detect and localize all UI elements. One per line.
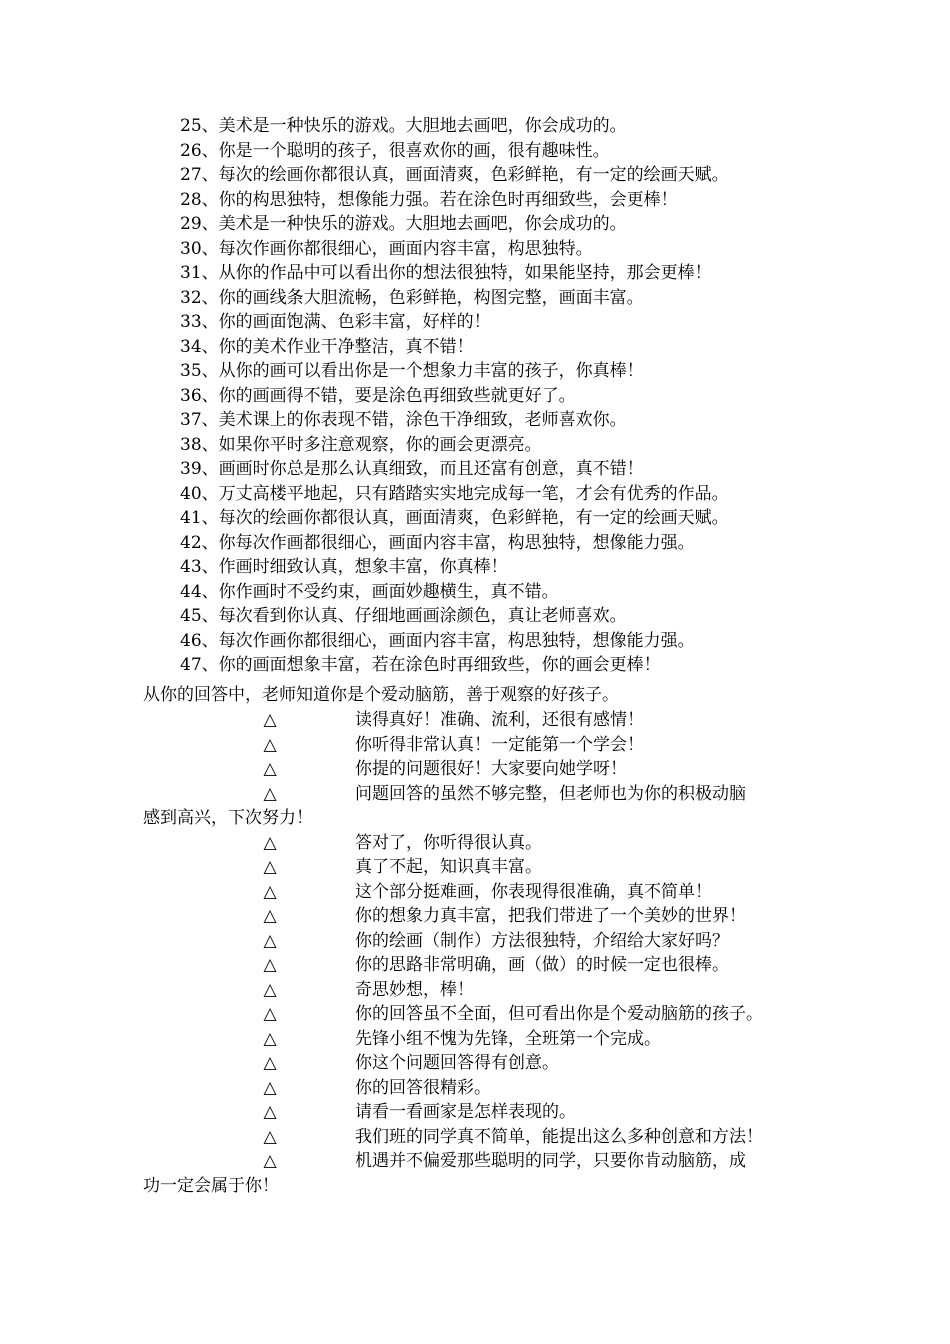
triangle-comment-item: [143, 1125, 863, 1150]
triangle-bullet-icon: △: [263, 734, 277, 755]
numbered-comment-item: 29、美术是一种快乐的游戏。大胆地去画吧，你会成功的。: [180, 214, 627, 234]
triangle-comment-text: 你的思路非常明确，画（做）的时候一定也很棒。: [355, 955, 729, 975]
triangle-bullet-icon: △: [263, 1151, 277, 1171]
triangle-comment-item: [143, 1149, 863, 1198]
triangle-comment-text: 请看一看画家是怎样表现的。: [355, 1102, 576, 1122]
triangle-bullet-icon: △: [263, 1028, 277, 1049]
triangle-comment-text: 你的想象力真丰富，把我们带进了一个美妙的世界！: [355, 906, 746, 926]
numbered-comment-item: 32、你的画线条大胆流畅，色彩鲜艳，构图完整，画面丰富。: [180, 287, 644, 308]
triangle-comment-item: [143, 929, 863, 954]
triangle-bullet-icon: △: [263, 783, 277, 804]
triangle-comment-list: [143, 708, 863, 1198]
triangle-comment-item: [143, 733, 863, 758]
triangle-bullet-icon: △: [263, 906, 277, 926]
triangle-comment-text: 你的回答很精彩。: [355, 1077, 491, 1098]
triangle-comment-text: 奇思妙想，棒！: [355, 979, 474, 1000]
triangle-comment-text: 问题回答的虽然不够完整，但老师也为你的积极动脑: [355, 783, 746, 804]
numbered-comment-item: 33、你的画面饱满、色彩丰富，好样的！: [180, 312, 491, 332]
triangle-comment-continuation: 功一定会属于你！: [143, 1175, 279, 1196]
triangle-comment-item: [143, 708, 863, 733]
triangle-comment-item: [143, 1027, 863, 1052]
numbered-comment-item: 40、万丈高楼平地起，只有踏踏实实地完成每一笔，才会有优秀的作品。: [180, 483, 729, 504]
triangle-bullet-icon: △: [263, 1077, 277, 1098]
triangle-comment-text: 机遇并不偏爱那些聪明的同学，只要你肯动脑筋，成: [355, 1151, 746, 1171]
numbered-comment-item: 28、你的构思独特，想像能力强。若在涂色时再细致些，会更棒！: [180, 189, 678, 210]
triangle-bullet-icon: △: [263, 1102, 277, 1122]
triangle-comment-text: 你这个问题回答得有创意。: [355, 1053, 559, 1073]
triangle-comment-text: 读得真好！准确、流利，还很有感情！: [355, 710, 644, 730]
triangle-comment-item: [143, 1051, 863, 1076]
triangle-comment-text: 你提的问题很好！大家要向她学呀！: [355, 759, 627, 779]
triangle-bullet-icon: △: [263, 930, 277, 951]
triangle-bullet-icon: △: [263, 857, 277, 877]
triangle-bullet-icon: △: [263, 832, 277, 853]
numbered-comment-item: 38、如果你平时多注意观察，你的画会更漂亮。: [180, 434, 542, 455]
triangle-bullet-icon: △: [263, 1053, 277, 1073]
numbered-comment-item: 47、你的画面想象丰富，若在涂色时再细致些，你的画会更棒！: [180, 655, 661, 675]
triangle-comment-item: [143, 953, 863, 978]
triangle-comment-text: 你的回答虽不全面，但可看出你是个爱动脑筋的孩子。: [355, 1004, 763, 1024]
triangle-comment-item: [143, 855, 863, 880]
numbered-comment-item: 26、你是一个聪明的孩子，很喜欢你的画，很有趣味性。: [180, 140, 610, 161]
triangle-comment-text: 这个部分挺难画，你表现得很准确，真不简单！: [355, 881, 712, 902]
triangle-comment-text: 答对了，你听得很认真。: [355, 832, 542, 853]
triangle-bullet-icon: △: [263, 881, 277, 902]
triangle-comment-item: [143, 1002, 863, 1027]
numbered-comment-item: 44、你作画时不受约束，画面妙趣横生，真不错。: [180, 581, 559, 602]
intro-line: 从你的回答中，老师知道你是个爱动脑筋，善于观察的好孩子。: [143, 685, 619, 705]
triangle-comment-item: [143, 904, 863, 929]
triangle-bullet-icon: △: [263, 710, 277, 730]
triangle-comment-item: [143, 880, 863, 905]
triangle-comment-item: [143, 1076, 863, 1101]
numbered-comment-item: 30、每次作画你都很细心，画面内容丰富，构思独特。: [180, 238, 593, 259]
numbered-comment-item: 39、画画时你总是那么认真细致，而且还富有创意，真不错！: [180, 459, 644, 479]
numbered-comment-item: 37、美术课上的你表现不错，涂色干净细致，老师喜欢你。: [180, 410, 627, 430]
numbered-comment-item: 46、每次作画你都很细心，画面内容丰富，构思独特，想像能力强。: [180, 630, 695, 651]
numbered-comment-item: 41、每次的绘画你都很认真，画面清爽，色彩鲜艳，有一定的绘画天赋。: [180, 508, 729, 528]
triangle-comment-continuation: 感到高兴，下次努力！: [143, 808, 313, 828]
numbered-comment-item: 43、作画时细致认真，想象丰富，你真棒！: [180, 557, 508, 577]
numbered-comment-item: 45、每次看到你认真、仔细地画画涂颜色，真让老师喜欢。: [180, 606, 627, 626]
triangle-comment-text: 你听得非常认真！一定能第一个学会！: [355, 734, 644, 755]
numbered-comment-list: [180, 114, 860, 678]
triangle-comment-item: [143, 978, 863, 1003]
numbered-comment-item: 27、每次的绘画你都很认真，画面清爽，色彩鲜艳，有一定的绘画天赋。: [180, 165, 729, 185]
triangle-bullet-icon: △: [263, 1126, 277, 1147]
triangle-comment-item: [143, 1100, 863, 1125]
triangle-comment-item: [143, 757, 863, 782]
numbered-comment-item: 42、你每次作画都很细心，画面内容丰富，构思独特，想像能力强。: [180, 532, 695, 553]
triangle-comment-text: 真了不起，知识真丰富。: [355, 857, 542, 877]
numbered-comment-item: 34、你的美术作业干净整洁，真不错！: [180, 336, 474, 357]
triangle-bullet-icon: △: [263, 979, 277, 1000]
numbered-comment-item: 25、美术是一种快乐的游戏。大胆地去画吧，你会成功的。: [180, 116, 627, 136]
triangle-comment-item: [143, 782, 863, 831]
triangle-bullet-icon: △: [263, 1004, 277, 1024]
triangle-comment-text: 先锋小组不愧为先锋，全班第一个完成。: [355, 1028, 661, 1049]
triangle-comment-text: 你的绘画（制作）方法很独特，介绍给大家好吗？: [355, 930, 729, 951]
triangle-bullet-icon: △: [263, 759, 277, 779]
triangle-comment-item: [143, 831, 863, 856]
numbered-comment-item: 31、从你的作品中可以看出你的想法很独特，如果能坚持，那会更棒！: [180, 263, 712, 283]
numbered-comment-item: 35、从你的画可以看出你是一个想象力丰富的孩子，你真棒！: [180, 361, 644, 381]
triangle-comment-text: 我们班的同学真不简单，能提出这么多种创意和方法！: [355, 1126, 763, 1147]
triangle-bullet-icon: △: [263, 955, 277, 975]
numbered-comment-item: 36、你的画画得不错，要是涂色再细致些就更好了。: [180, 385, 576, 406]
